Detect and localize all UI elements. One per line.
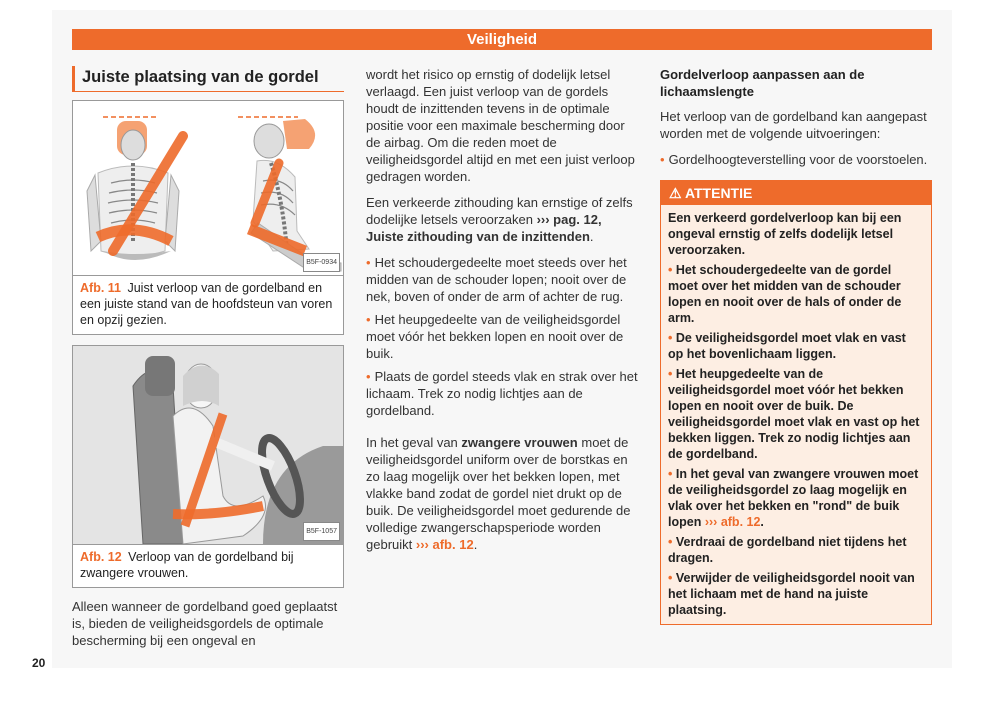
warning-item: [668, 366, 924, 462]
bullet-dot-icon: •: [668, 467, 673, 481]
warning-title: ATTENTIE: [684, 185, 753, 201]
col2-bullet-2-text: Het heupgedeelte van de veiligheidsgordel moet vóór het bekken lopen en nooit over de buik.: [366, 312, 624, 361]
bullet-dot-icon: •: [366, 369, 371, 384]
warning-item: [668, 534, 924, 566]
bullet-dot-icon: •: [366, 255, 371, 270]
figure-12-caption-text: Verloop van de gordelband bij zwangere vrouwen.: [80, 550, 294, 580]
figure-11: [72, 100, 344, 335]
col2-paragraph-2: [366, 194, 638, 245]
bullet-dot-icon: •: [660, 152, 665, 167]
warning-item: [668, 570, 924, 618]
figure-12-code: B5F-1057: [303, 522, 340, 541]
col2-bullet-3: [366, 368, 638, 419]
bullet-dot-icon: •: [366, 312, 371, 327]
col2-p3-bold: zwangere vrouwen: [461, 435, 578, 450]
warning-box: [660, 180, 932, 625]
chapter-title: Veiligheid: [466, 31, 538, 48]
column-middle: [366, 66, 638, 562]
pregnant-driver-illustration: [73, 346, 343, 544]
col2-p3-end: .: [473, 537, 478, 552]
col3-bullet: [660, 151, 932, 168]
warning-item: [668, 466, 924, 530]
col3-bullet-text: Gordelhoogteverstelling voor de voorstoelen.: [668, 152, 928, 167]
column-left: [72, 66, 344, 658]
bullet-dot-icon: •: [668, 367, 673, 381]
figure-11-caption: [73, 276, 343, 334]
figure-11-code: B5F-0934: [303, 253, 340, 272]
col2-paragraph-3: [366, 434, 638, 553]
figure-12-image: [73, 346, 343, 545]
col2-bullet-3-text: Plaats de gordel steeds vlak en strak over het lichaam. Trek zo nodig lichtjes aan de gordelband.: [366, 369, 638, 418]
figure-12-caption: [73, 545, 343, 587]
col2-p3-mid: moet de veiligheidsgordel uniform over de borstkas en zo laag mogelijk over het bekken lopen, met vlakke band zodat de gordel niet drukt op de buik. De veiligheidsgordel moet gedurende de volledige zwangerschapsperiode worden gebruikt: [366, 435, 631, 552]
warning-item-text: Het heupgedeelte van de veiligheidsgordel moet vóór het bekken lopen en nooit over de buik. De veiligheidsgordel moet vlak en vast op het bekken liggen. Trek zo nodig lichtjes aan de gordelband.: [668, 367, 920, 461]
warning-header: [661, 181, 931, 205]
chapter-header: [72, 29, 932, 50]
warning-item-text: Verdraai de gordelband niet tijdens het dragen.: [668, 535, 907, 565]
warning-figure-12-link[interactable]: afb. 12: [720, 515, 761, 529]
figure-11-label: Afb. 11: [80, 281, 121, 295]
col2-bullet-1: [366, 254, 638, 305]
col2-p3-arrows: ›››: [415, 537, 429, 552]
col2-bullet-1-text: Het schoudergedeelte moet steeds over het midden van de schouder lopen; nooit over de nek, boven of onder de arm of achter de rug.: [366, 255, 627, 304]
col2-p2-text: Een verkeerde zithouding kan ernstige of zelfs dodelijke letsels veroorzaken: [366, 195, 633, 227]
warning-intro: Een verkeerd gordelverloop kan bij een ongeval ernstig of zelfs dodelijk letsel veroorzaken.: [668, 211, 902, 257]
col1-paragraph: Alleen wanneer de gordelband goed geplaatst is, bieden de veiligheidsgordels de optimale bescherming bij een ongeval en: [72, 599, 338, 648]
warning-item-text: In het geval van zwangere vrouwen moet de veiligheidsgordel zo laag mogelijk en vlak over het bekken en "rond" de buik lopen: [668, 467, 919, 529]
warning-body: [661, 205, 931, 624]
warning-item-text: Het schoudergedeelte van de gordel moet over het midden van de schouder lopen en nooit over de hals of onder de arm.: [668, 263, 902, 325]
col3-paragraph: Het verloop van de gordelband kan aangepast worden met de volgende uitvoeringen:: [660, 109, 927, 141]
bullet-dot-icon: •: [668, 535, 673, 549]
figure-11-image: [73, 101, 343, 276]
warning-item-text: De veiligheidsgordel moet vlak en vast op het bovenlichaam liggen.: [668, 331, 906, 361]
col2-bullet-2: [366, 311, 638, 362]
figure-12: [72, 345, 344, 588]
figure-11-caption-text: Juist verloop van de gordelband en een juiste stand van de hoofdsteun van voren en opzij gezien.: [80, 281, 333, 327]
bullet-dot-icon: •: [668, 263, 673, 277]
figure-12-link[interactable]: afb. 12: [432, 537, 474, 552]
bullet-dot-icon: •: [668, 571, 673, 585]
section-title: Juiste plaatsing van de gordel: [72, 66, 344, 92]
col2-p2-end: .: [589, 229, 594, 244]
column-right: [660, 66, 932, 625]
warning-triangle-icon: ⚠: [669, 185, 682, 201]
seatbelt-skeleton-illustration: [73, 101, 343, 275]
warning-item-end: .: [760, 515, 764, 529]
warning-item: [668, 262, 924, 326]
page-number: 20: [32, 656, 46, 670]
bullet-dot-icon: •: [668, 331, 673, 345]
col2-p3-start: In het geval van: [366, 435, 458, 450]
figure-12-label: Afb. 12: [80, 550, 122, 564]
subheading: Gordelverloop aanpassen aan de lichaamslengte: [660, 67, 865, 99]
warning-item: [668, 330, 924, 362]
warning-item-arrows: ›››: [704, 515, 718, 529]
col2-paragraph-1: wordt het risico op ernstig of dodelijk letsel verlaagd. Een juist verloop van de gordels houdt de inzittenden tevens in de optimale positie voor een maximale bescherming door de airbag. Om die reden moet de veiligheidsgordel altijd en met een juist verloop gedragen worden.: [366, 67, 635, 184]
seating-reference-link[interactable]: ››› pag. 12, Juiste zithouding van de inzittenden: [366, 212, 602, 244]
warning-item-text: Verwijder de veiligheidsgordel nooit van het lichaam met de hand na juiste plaatsing.: [668, 571, 915, 617]
